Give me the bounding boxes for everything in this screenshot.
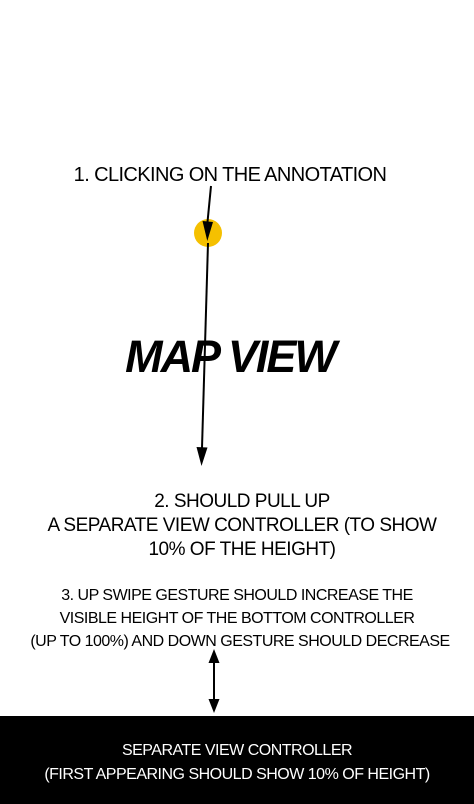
step1-label: 1. CLICKING ON THE ANNOTATION (73, 164, 387, 186)
panel-text (0, 739, 474, 787)
map-view-label: MAP VIEW (125, 331, 335, 382)
step3-text (0, 584, 474, 653)
step3-line: 3. UP SWIPE GESTURE SHOULD INCREASE THE (61, 587, 413, 604)
step2-line: A SEPARATE VIEW CONTROLLER (TO SHOW (47, 515, 437, 536)
separate-view-controller-panel[interactable] (0, 716, 474, 804)
arrow-to-step2-head (197, 447, 208, 466)
panel-subtitle: (FIRST APPEARING SHOULD SHOW 10% OF HEIGHT) (44, 766, 430, 783)
step3-line: VISIBLE HEIGHT OF THE BOTTOM CONTROLLER (59, 610, 415, 627)
step3-line: (UP TO 100%) AND DOWN GESTURE SHOULD DECREASE (30, 633, 450, 650)
step2-line: 2. SHOULD PULL UP (154, 491, 330, 512)
swipe-arrow-down-head (209, 699, 220, 713)
panel-title: SEPARATE VIEW CONTROLLER (121, 742, 353, 759)
arrow-to-annotation-shaft (208, 186, 212, 222)
step2-text (0, 490, 474, 562)
step2-line: 10% OF THE HEIGHT) (148, 539, 336, 560)
